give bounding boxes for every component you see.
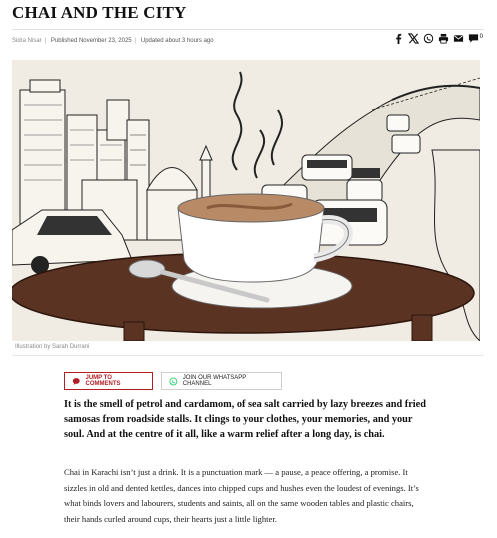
whatsapp-channel-label: JOIN OUR WHATSAPP CHANNEL <box>182 375 247 387</box>
email-icon[interactable] <box>453 33 464 44</box>
byline: Sidra Nisar | Published November 23, 2025 | Updated about 3 hours ago <box>12 38 214 44</box>
header-divider <box>12 29 484 30</box>
whatsapp-channel-button[interactable] <box>161 372 282 390</box>
jump-to-comments-label: JUMP TO COMMENTS <box>85 375 121 387</box>
whatsapp-icon <box>169 377 178 386</box>
chai-city-illustration <box>12 60 480 341</box>
author-link[interactable]: Sidra Nisar <box>12 38 42 44</box>
updated-date: Updated about 3 hours ago <box>140 38 214 44</box>
comment-icon[interactable] <box>468 33 479 44</box>
print-icon[interactable] <box>438 33 449 44</box>
comment-bubble-icon <box>72 377 80 386</box>
hero-illustration <box>12 60 480 341</box>
caption-divider <box>12 355 484 356</box>
jump-to-comments-button[interactable] <box>64 372 153 390</box>
comment-count: 0 <box>479 33 483 40</box>
article-body-paragraph: Chai in Karachi isn’t just a drink. It is a punctuation mark — a pause, a peace offering, a promise. It sizzles in old and dented kettles, dances into chipped cups and hushes even the loudest of evenings. It’s what binds lovers and labourers, students and saints, all on the same wooden tables and plastic chairs, their hands curled around cups, their hearts just a little lighter. <box>64 467 419 524</box>
published-date: Published November 23, 2025 <box>50 38 132 44</box>
article-intro: It is the smell of petrol and cardamom, of sea salt carried by lazy breezes and fried samosas from roadside stalls. It clings to your clothes, your memories, and your soul. And at the centre of it all, like a warm relief after a long day, is chai. <box>64 399 426 440</box>
share-bar <box>393 33 483 44</box>
page-title: CHAI AND THE CITY <box>12 3 187 22</box>
whatsapp-icon[interactable] <box>423 33 434 44</box>
facebook-icon[interactable] <box>393 33 404 44</box>
image-caption: Illustration by Sarah Durrani <box>15 344 90 350</box>
x-icon[interactable] <box>408 33 419 44</box>
